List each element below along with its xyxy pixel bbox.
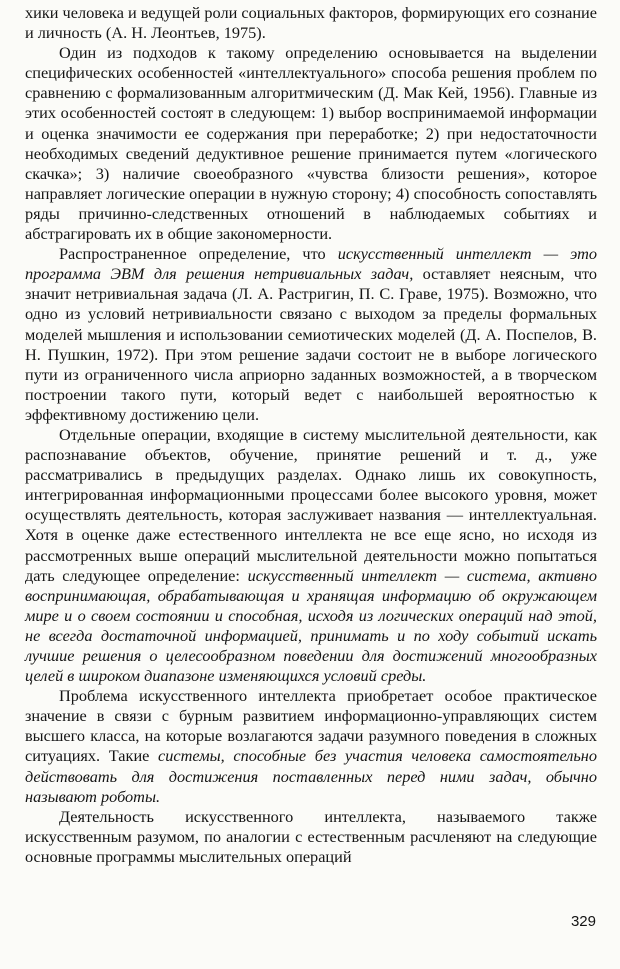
text-run: Деятельность искусственного интеллекта, называемого также искусственным разумом, по аналогии с естественным расчленяют на следующие основные программы мыслительных операций [25, 806, 597, 866]
text-run: Один из подходов к такому определению основывается на выделении специфических особенностей «интеллектуального» способа решения проблем по сравнению с формализованным алгоритмическим (Д. Мак Кей, 1956). Главные из этих особенностей состоят в следующем: 1) выбор воспринимаемой информации и оценка значимости ее содержания при переработке; 2) при недостаточности необходимых сведений дедуктивное решение принимается путем «логического скачка»; 3) наличие своеобразного «чувства близости решения», которое направляет логические операции в нужную сторону; 4) способность сопоставлять ряды причинно-следственных отношений в наблюдаемых событиях и абстрагировать их в общие закономерности. [25, 43, 597, 244]
text-run: Отдельные операции, входящие в систему мыслительной деятельности, как распознавание объектов, обучение, принятие решений и т. д., уже рассматривались в предыдущих разделах. Однако лишь их совокупность, интегрированная информационными процессами более высокого уровня, может осуществлять деятельность, которая заслуживает названия — интеллектуальная. Хотя в оценке даже естественного интеллекта не все еще ясно, но исходя из рассмотренных выше операций мыслительной деятельности можно попытаться дать следующее определение: [25, 424, 597, 585]
text-run: хики человека и ведущей роли социальных факторов, формирующих его сознание и личность (А. Н. Леонтьев, 1975). [25, 3, 597, 43]
paragraph [25, 244, 597, 425]
paragraph [25, 425, 597, 686]
italic-text-run: искусственный интеллект — это программа ЭВМ для решения нетривиальных задач, [25, 244, 597, 284]
paragraph [25, 43, 597, 244]
paragraph [25, 686, 597, 807]
text-run: оставляет неясным, что значит нетривиальная задача (Л. А. Растригин, П. С. Граве, 1975). Возможно, что одно из условий нетривиальности связано с выходом за пределы формальных моделей мышления и использовании семиотических моделей (Д. А. Поспелов, В. Н. Пушкин, 1972). При этом решение задачи состоит не в выборе логического пути из ограниченного числа априорно заданных возможностей, а в творческом построении такого пути, который ведет с наибольшей вероятностью к эффективному достижению цели. [25, 264, 597, 424]
paragraph [25, 807, 597, 867]
text-run: Распространенное определение, что [59, 244, 338, 264]
paragraph [25, 3, 597, 43]
page-number: 329 [570, 913, 596, 930]
body-text [25, 3, 597, 867]
text-run: Проблема искусственного интеллекта приобретает особое практическое значение в связи с бурным развитием информационно-управляющих систем высшего класса, на которые возлагаются задачи разумного поведения в сложных ситуациях. Такие [25, 686, 597, 766]
italic-text-run: системы, способные без участия человека самостоятельно действовать для достижения поставленных перед ними задач, обычно называют роботы. [25, 746, 598, 806]
italic-text-run: искусственный интеллект — система, активно воспринимающая, обрабатывающая и хранящая информацию об окружающем мире и о своем состоянии и способная, исходя из логических операций над этой, не всегда достаточной информацией, принимать и по ходу событий искать лучшие решения о целесообразном поведении для достижений многообразных целей в широком диапазоне изменяющихся условий среды. [25, 565, 597, 686]
